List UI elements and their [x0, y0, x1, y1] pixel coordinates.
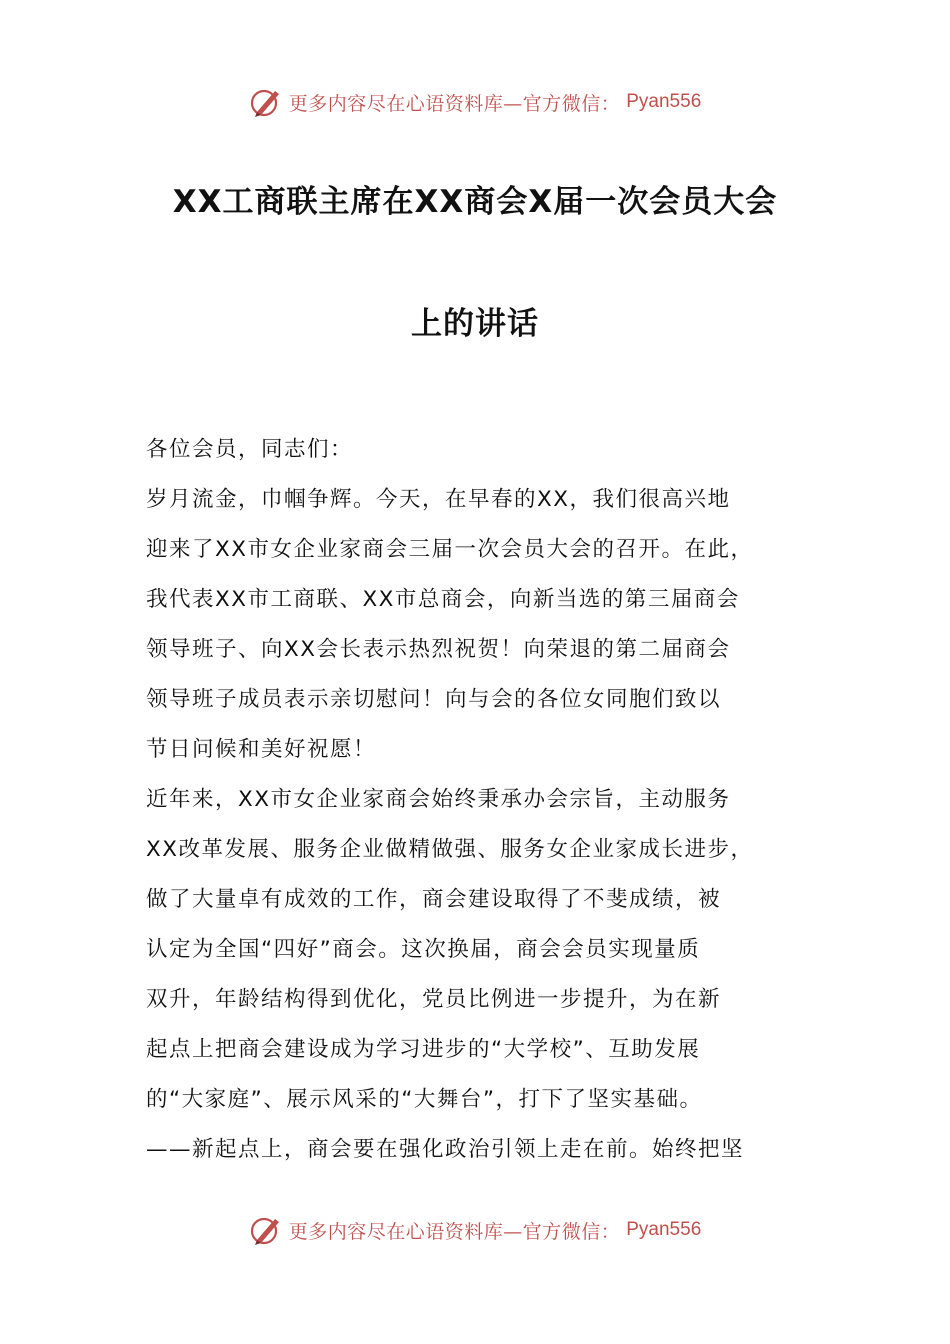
text-line: ——新起点上，商会要在强化政治引领上走在前。始终把坚 [146, 1137, 745, 1162]
text-line: 做了大量卓有成效的工作，商会建设取得了不斐成绩，被 [146, 887, 722, 912]
footer-banner [0, 1210, 950, 1250]
text-line: 近年来，XX市女企业家商会始终秉承办会宗旨，主动服务 [146, 787, 731, 812]
text-line: XX改革发展、服务企业做精做强、服务女企业家成长进步， [146, 837, 754, 862]
header-banner [0, 82, 950, 122]
promo-text: 更多内容尽在心语资料库—官方微信： [288, 92, 621, 115]
speech-body [146, 430, 811, 1180]
pen-logo-icon [249, 85, 283, 119]
wechat-id: Pyan556 [626, 1219, 702, 1240]
document-title-line-2: 上的讲话 [411, 306, 539, 342]
pen-logo-icon [249, 1213, 283, 1247]
text-line: 领导班子、向XX会长表示热烈祝贺！向荣退的第二届商会 [146, 637, 731, 662]
text-line: 岁月流金，巾帼争辉。今天，在早春的XX，我们很高兴地 [146, 487, 731, 512]
wechat-id: Pyan556 [626, 91, 702, 112]
text-line: 起点上把商会建设成为学习进步的“大学校”、互助发展 [146, 1037, 701, 1062]
document-title-line-1: XX工商联主席在XX商会X届一次会员大会 [172, 184, 778, 220]
text-line: 我代表XX市工商联、XX市总商会，向新当选的第三届商会 [146, 587, 740, 612]
text-line: 节日问候和美好祝愿！ [146, 737, 377, 762]
text-line: 认定为全国“四好”商会。这次换届，商会会员实现量质 [146, 937, 701, 962]
text-line: 双升，年龄结构得到优化，党员比例进一步提升，为在新 [146, 987, 722, 1012]
text-line: 各位会员，同志们： [146, 437, 354, 462]
text-line: 的“大家庭”、展示风采的“大舞台”，打下了坚实基础。 [146, 1087, 703, 1112]
text-line: 迎来了XX市女企业家商会三届一次会员大会的召开。在此， [146, 537, 754, 562]
promo-text: 更多内容尽在心语资料库—官方微信： [288, 1220, 621, 1243]
text-line: 领导班子成员表示亲切慰问！向与会的各位女同胞们致以 [146, 687, 722, 712]
